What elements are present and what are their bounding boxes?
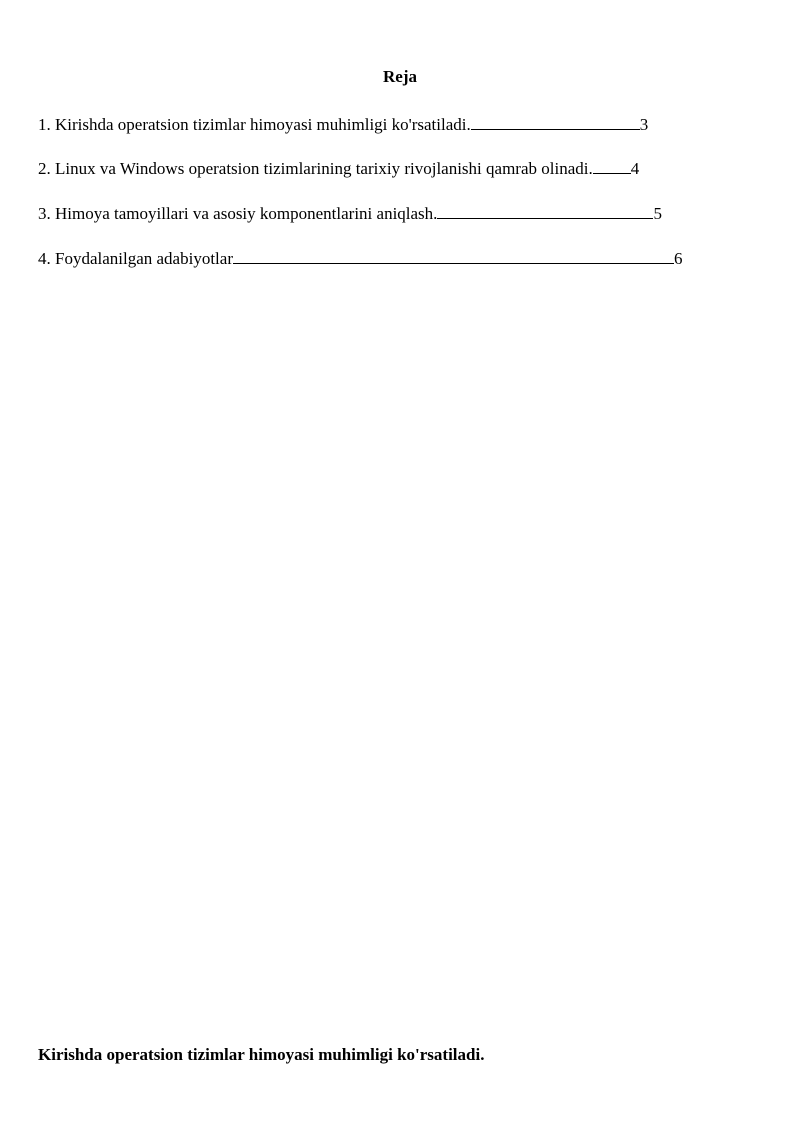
section-heading: Kirishda operatsion tizimlar himoyasi muhimligi ko'rsatiladi. — [38, 1045, 485, 1064]
toc-entry — [38, 113, 648, 136]
toc-entry — [38, 157, 639, 180]
toc-entry-page: 4 — [630, 159, 640, 178]
toc-leader-line — [471, 113, 640, 130]
toc-entry-page: 5 — [653, 204, 662, 223]
toc-entry — [38, 202, 662, 225]
toc-entry-text: 1. Kirishda operatsion tizimlar himoyasi muhimligi ko'rsatiladi. — [38, 115, 471, 134]
document-title: Reja — [383, 67, 417, 86]
toc-entry-text: 4. Foydalanilgan adabiyotlar — [38, 249, 233, 268]
toc-leader-line — [233, 247, 674, 264]
toc-entry — [38, 247, 682, 270]
toc-leader-line — [593, 157, 631, 174]
toc-entry-text: 2. Linux va Windows operatsion tizimlarining tarixiy rivojlanishi qamrab olinadi. — [38, 159, 593, 178]
toc-entry-text: 3. Himoya tamoyillari va asosiy komponentlarini aniqlash. — [38, 204, 438, 223]
toc-leader-line — [437, 202, 653, 219]
toc-entry-page: 3 — [639, 115, 649, 134]
toc-entry-page: 6 — [673, 249, 683, 268]
